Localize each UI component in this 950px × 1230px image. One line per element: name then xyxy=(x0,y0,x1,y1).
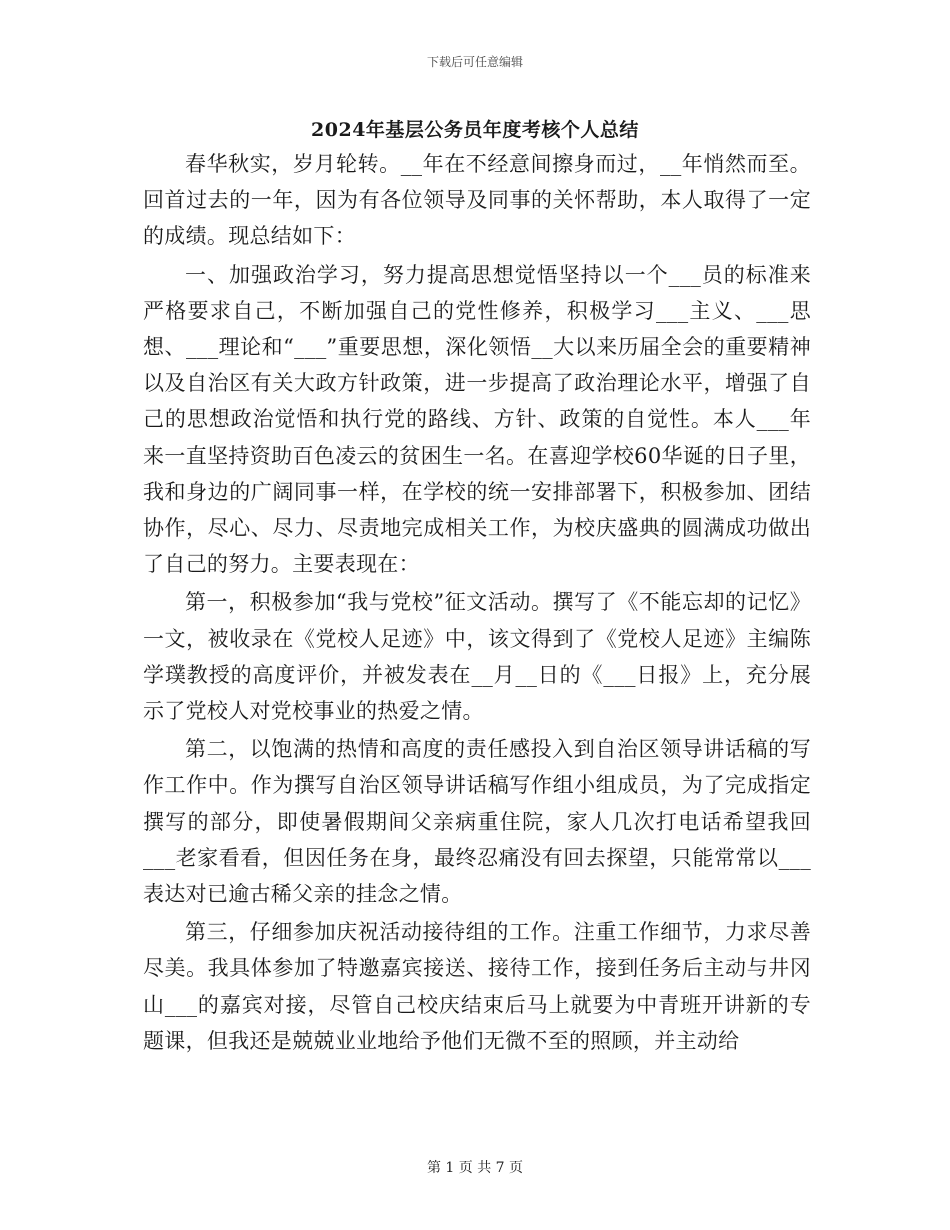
document-body xyxy=(143,146,811,1059)
page-number: 第 1 页 共 7 页 xyxy=(426,1160,524,1176)
paragraph-second-speech-writing: 第二，以饱满的热情和高度的责任感投入到自治区领导讲话稿的写作工作中。作为撰写自治区领导讲话稿写作组小组成员，为了完成指定撰写的部分，即使暑假期间父亲病重住院，家人几次打电话希望我回___老家看看，但因任务在身，最终忍痛没有回去探望，只能常常以___表达对已逾古稀父亲的挂念之情。 xyxy=(143,737,811,907)
paragraph-first-essay: 第一，积极参加“我与党校”征文活动。撰写了《不能忘却的记忆》一文，被收录在《党校人足迹》中，该文得到了《党校人足迹》主编陈学璞教授的高度评价，并被发表在__月__日的《___日报》上，充分展示了党校人对党校事业的热爱之情。 xyxy=(143,590,811,724)
paragraph-third-reception: 第三，仔细参加庆祝活动接待组的工作。注重工作细节，力求尽善尽美。我具体参加了特邀嘉宾接送、接待工作，接到任务后主动与井冈山___的嘉宾对接，尽管自己校庆结束后马上就要为中青班开讲新的专题课，但我还是兢兢业业地给予他们无微不至的照顾，并主动给 xyxy=(143,920,811,1053)
document-title: 2024年基层公务员年度考核个人总结 xyxy=(311,119,639,141)
page-header-note: 下载后可任意编辑 xyxy=(426,55,523,69)
paragraph-intro: 春华秋实，岁月轮转。__年在不经意间擦身而过，__年悄然而至。回首过去的一年，因为有各位领导及同事的关怀帮助，本人取得了一定的成绩。现总结如下： xyxy=(143,152,811,249)
paragraph-political-study: 一、加强政治学习，努力提高思想觉悟坚持以一个___员的标准来严格要求自己，不断加强自己的党性修养，积极学习___主义、___思想、___理论和“___”重要思想，深化领悟__大以来历届全会的重要精神以及自治区有关大政方针政策，进一步提高了政治理论水平，增强了自己的思想政治觉悟和执行党的路线、方针、政策的自觉性。本人___年来一直坚持资助百色凌云的贫困生一名。在喜迎学校60华诞的日子里，我和身边的广阔同事一样，在学校的统一安排部署下，积极参加、团结协作，尽心、尽力、尽责地完成相关工作，为校庆盛典的圆满成功做出了自己的努力。主要表现在： xyxy=(143,262,811,577)
